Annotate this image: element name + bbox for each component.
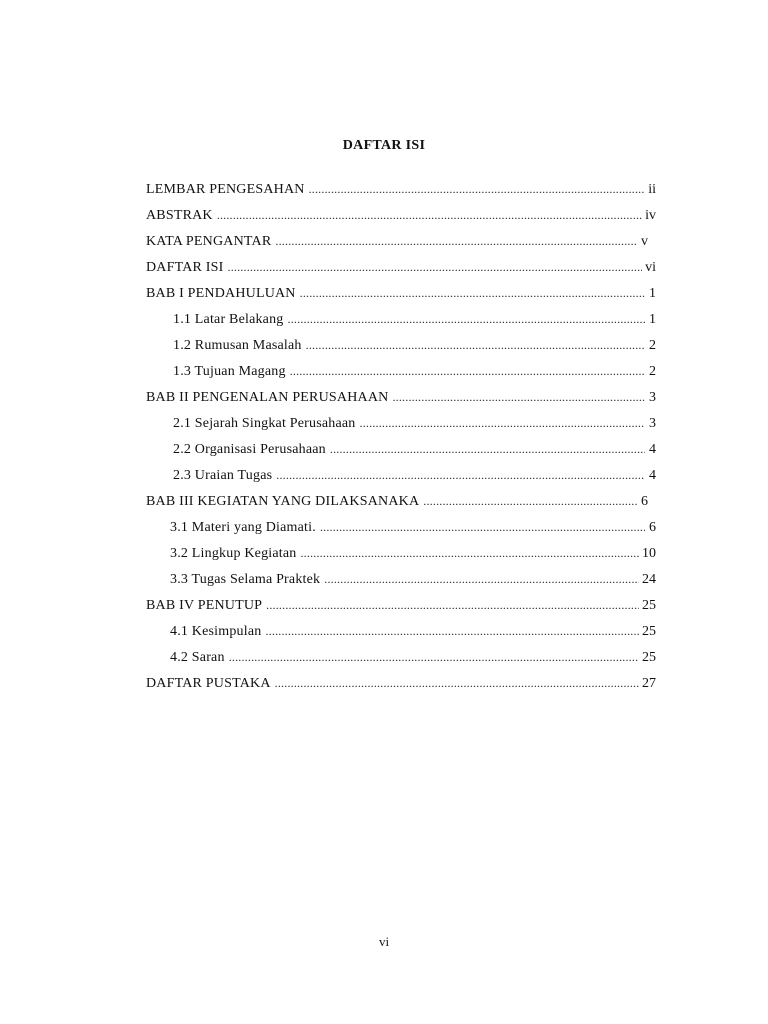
toc-entry	[146, 438, 656, 464]
toc-entry-label: BAB III KEGIATAN YANG DILAKSANAKA	[146, 494, 420, 509]
toc-entry-label: BAB I PENDAHULUAN	[146, 286, 296, 301]
toc-leader-dots	[217, 204, 642, 226]
toc-entry	[146, 646, 656, 672]
toc-entry-label: 4.2 Saran	[170, 650, 225, 665]
toc-entry-page: 3	[649, 390, 656, 405]
toc-entry-page: ii	[648, 182, 656, 197]
toc-leader-dots	[228, 256, 643, 278]
toc-entry-label: 1.1 Latar Belakang	[173, 312, 284, 327]
toc-entry-label: 1.2 Rumusan Masalah	[173, 338, 302, 353]
toc-entry-page: 3	[649, 416, 656, 431]
toc-leader-dots	[276, 464, 645, 486]
toc-entry	[146, 568, 656, 594]
toc-entry-page: 2	[649, 364, 656, 379]
toc-entry-page: 2	[649, 338, 656, 353]
toc-entry-label: ABSTRAK	[146, 208, 213, 223]
toc-entry-page: 6	[649, 520, 656, 535]
toc-entry-label: 2.2 Organisasi Perusahaan	[173, 442, 326, 457]
toc-leader-dots	[229, 646, 639, 668]
toc-entry	[146, 516, 656, 542]
toc-entry	[146, 412, 656, 438]
toc-entry	[146, 386, 656, 412]
toc-entry-label: 3.1 Materi yang Diamati.	[170, 520, 316, 535]
toc-leader-dots	[300, 282, 645, 304]
toc-entry-page: 1	[649, 312, 656, 327]
toc-leader-dots	[330, 438, 645, 460]
page-number-footer: vi	[378, 934, 390, 949]
toc-entry-label: 2.1 Sejarah Singkat Perusahaan	[173, 416, 356, 431]
toc-entry-label: BAB IV PENUTUP	[146, 598, 263, 613]
toc-entry-page: 24	[642, 572, 656, 587]
toc-entry-label: 1.3 Tujuan Magang	[173, 364, 286, 379]
toc-leader-dots	[392, 386, 645, 408]
toc-entry	[146, 594, 656, 620]
toc-leader-dots	[306, 334, 645, 356]
toc-entry	[146, 230, 656, 256]
toc-entry-page: 10	[642, 546, 656, 561]
toc-entry	[146, 308, 656, 334]
toc-entry	[146, 490, 656, 516]
toc-leader-dots	[423, 490, 637, 512]
toc-entry	[146, 178, 656, 204]
toc-leader-dots	[320, 516, 645, 538]
toc-entry-label: KATA PENGANTAR	[146, 234, 272, 249]
toc-entry-page: 27	[642, 676, 656, 691]
toc-entry	[146, 464, 656, 490]
toc-entry-page: 1	[649, 286, 656, 301]
toc-entry-page: vi	[645, 260, 656, 275]
toc-entry-page: 25	[642, 650, 656, 665]
toc-entry-page: 25	[642, 598, 656, 613]
toc-entry-page: iv	[645, 208, 656, 223]
toc-leader-dots	[360, 412, 645, 434]
toc-entry	[146, 542, 656, 568]
page-title: DAFTAR ISI	[342, 138, 426, 153]
toc-entry	[146, 204, 656, 230]
toc-entry	[146, 334, 656, 360]
toc-leader-dots	[309, 178, 645, 200]
toc-leader-dots	[288, 308, 645, 330]
toc-entry-label: 3.3 Tugas Selama Praktek	[170, 572, 321, 587]
toc-entry-label: DAFTAR ISI	[146, 260, 224, 275]
toc-leader-dots	[300, 542, 639, 564]
table-of-contents	[146, 178, 656, 698]
toc-leader-dots	[275, 672, 639, 694]
toc-entry	[146, 256, 656, 282]
toc-entry-label: BAB II PENGENALAN PERUSAHAAN	[146, 390, 389, 405]
toc-entry-page: 6	[641, 494, 648, 509]
toc-entry-page: 4	[649, 468, 656, 483]
toc-entry-label: LEMBAR PENGESAHAN	[146, 182, 305, 197]
toc-entry	[146, 360, 656, 386]
toc-entry-page: 25	[642, 624, 656, 639]
toc-entry-page: 4	[649, 442, 656, 457]
toc-leader-dots	[275, 230, 637, 252]
toc-leader-dots	[265, 620, 639, 642]
toc-entry	[146, 282, 656, 308]
toc-entry-label: DAFTAR PUSTAKA	[146, 676, 271, 691]
toc-entry-label: 3.2 Lingkup Kegiatan	[170, 546, 297, 561]
toc-entry	[146, 620, 656, 646]
toc-entry	[146, 672, 656, 698]
toc-entry-label: 2.3 Uraian Tugas	[173, 468, 273, 483]
toc-leader-dots	[266, 594, 639, 616]
toc-entry-label: 4.1 Kesimpulan	[170, 624, 262, 639]
toc-entry-page: v	[641, 234, 648, 249]
toc-leader-dots	[290, 360, 645, 382]
toc-leader-dots	[324, 568, 639, 590]
